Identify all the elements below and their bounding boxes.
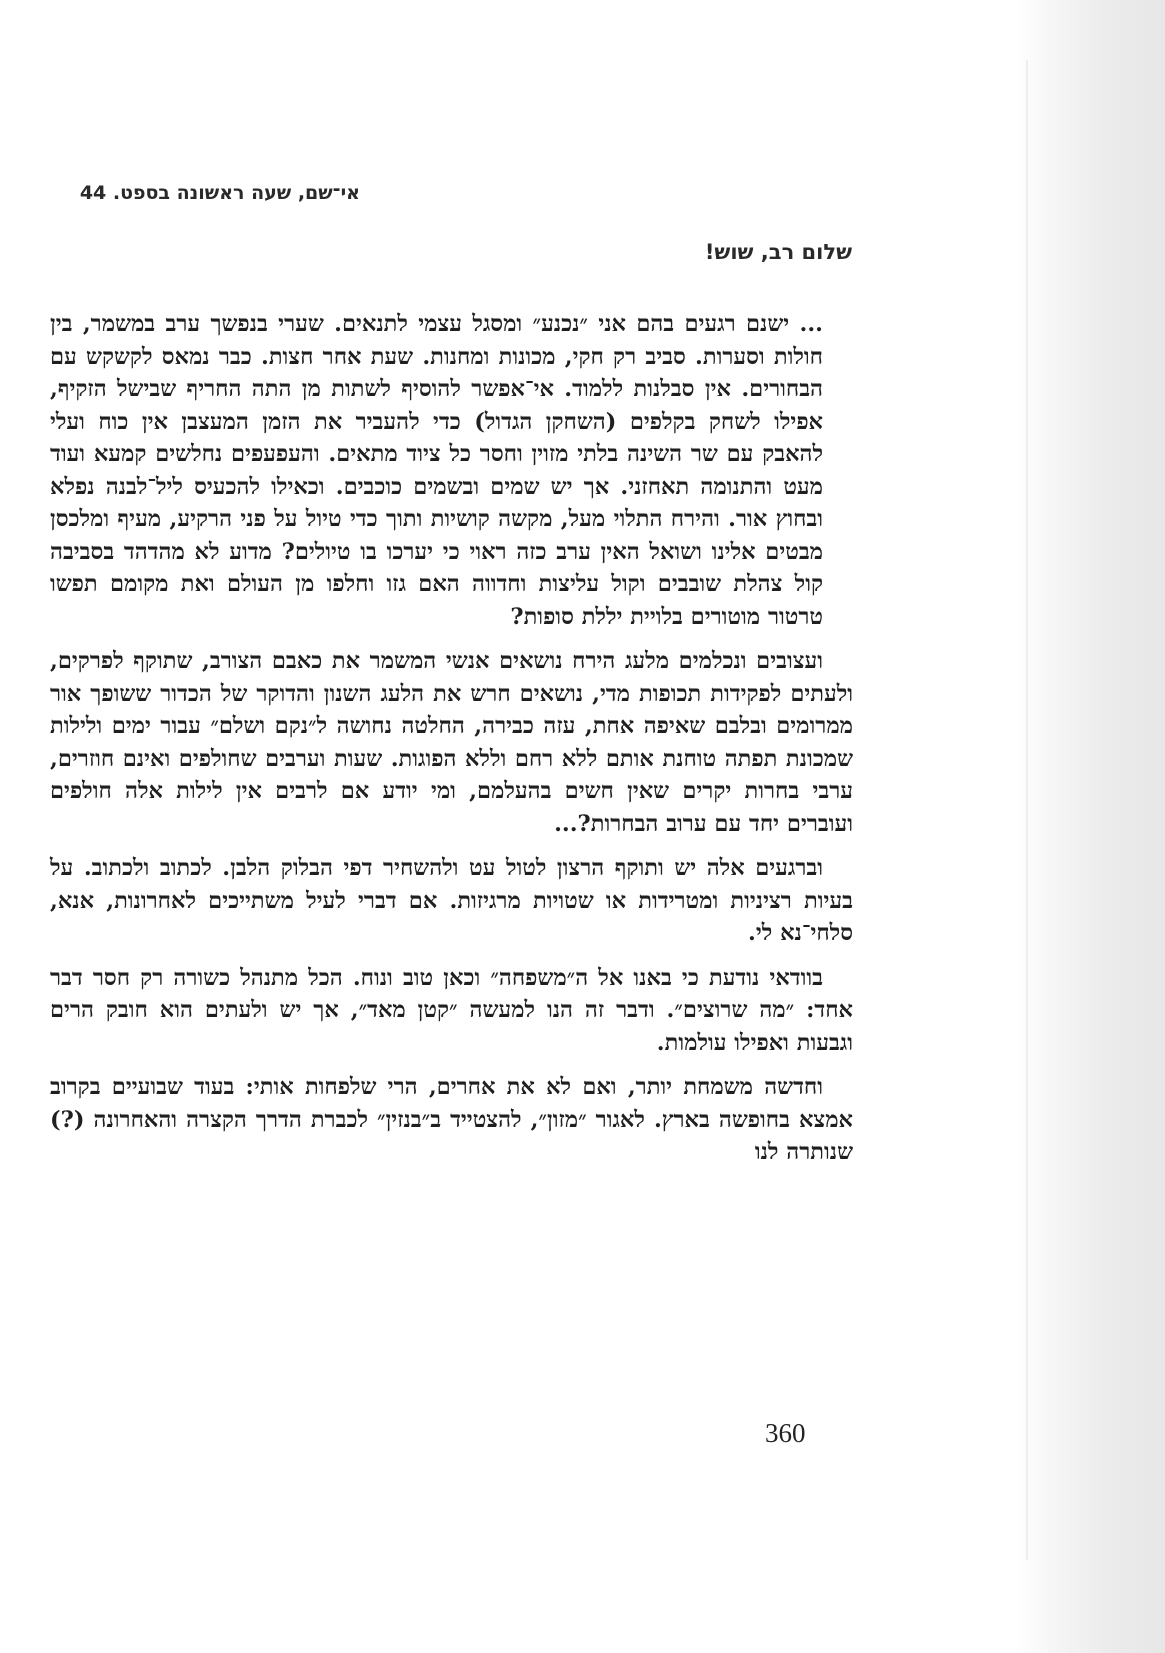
paragraph: ועצובים ונכלמים מלעג הירח נושאים אנשי המשמר את כאבם הצורב, שתוקף לפרקים, ולעתים לפקידות תכופות מדי, נושאים חרש את הלעג השנון והדוקר של הכדור ששופך אור ממרומים ובלבם שאיפה אחת, עזה כבירה, החלטה נחושה ל״נקם ושלם״ עבור ימים ולילות שמכונת תפתה טוחנת אותם ללא רחם וללא הפוגות. שעות וערבים שחולפים ואינם חוזרים, ערבי בחרות יקרים שאין חשים בהעלמם, ומי יודע אם לרבים אין לילות אלה חולפים ועוברים יחד עם ערוב הבחרות?... (50, 648, 853, 837)
page-number: 360 (765, 1418, 806, 1448)
running-head: אי־שם, שעה ראשונה בספט. 44 (79, 182, 360, 204)
paragraph: וברגעים אלה יש ותוקף הרצון לטול עט ולהשחיר דפי הבלוק הלבן. לכתוב ולכתוב. על בעיות רציניות ומטרידות או שטויות מרגיזות. אם דברי לעיל משתייכים לאחרונות, אנא, סלחי־נא לי. (50, 855, 853, 946)
scan-edge-shadow (1015, 0, 1165, 1653)
scan-edge-line (1026, 60, 1028, 1560)
paragraph: וחדשה משמחת יותר, ואם לא את אחרים, הרי שלפחות אותי: בעוד שבועיים בקרוב אמצא בחופשה בארץ. לאגור ״מזון״, להצטייד ב״בנזין״ לכברת הדרך הקצרה והאחרונה (?) שנותרה לנו (50, 1074, 853, 1165)
letter-body (50, 308, 853, 1181)
paragraph: ... ישנם רגעים בהם אני ״נכנע״ ומסגל עצמי לתנאים. שערי בנפשך ערב במשמר, בין חולות וסערות. סביב רק חקי, מכונות ומחנות. שעת אחר חצות. כבר נמאס לקשקש עם הבחורים. אין סבלנות ללמוד. אי־אפשר להוסיף לשתות מן התה החריף שבישל הזקיף, אפילו לשחק בקלפים (השחקן הגדול) כדי להעביר את הזמן המעצבן אין כוח ועלי להאבק עם שר השינה בלתי מזוין וחסר כל ציוד מתאים. והעפעפים נחלשים קמעא ועוד מעט והתנומה תאחזני. אך יש שמים ובשמים כוכבים. וכאילו להכעיס ליל־לבנה נפלא ובחוץ אור. והירח התלוי מעל, מקשה קושיות ותוך כדי טיול על פני הרקיע, מעיף ומלכסן מבטים אלינו ושואל האין ערב כזה ראוי כי יערכו בו טיולים? מדוע לא מהדהד בסביבה קול צהלת שובבים וקול עליצות וחדווה האם גזו וחלפו מן העולם ואת מקומם תפשו טרטור מוטורים בלויית יללת סופות? (50, 311, 823, 630)
letter-salutation: שלום רב, שוש! (704, 240, 852, 264)
paragraph: בוודאי נודעת כי באנו אל ה״משפחה״ וכאן טוב ונוח. הכל מתנהל כשורה רק חסר דבר אחד: ״מה שרוצים״. ודבר זה הנו למעשה ״קטן מאד״, אך יש ולעתים הוא חובק הרים וגבעות ואפילו עולמות. (50, 964, 853, 1056)
